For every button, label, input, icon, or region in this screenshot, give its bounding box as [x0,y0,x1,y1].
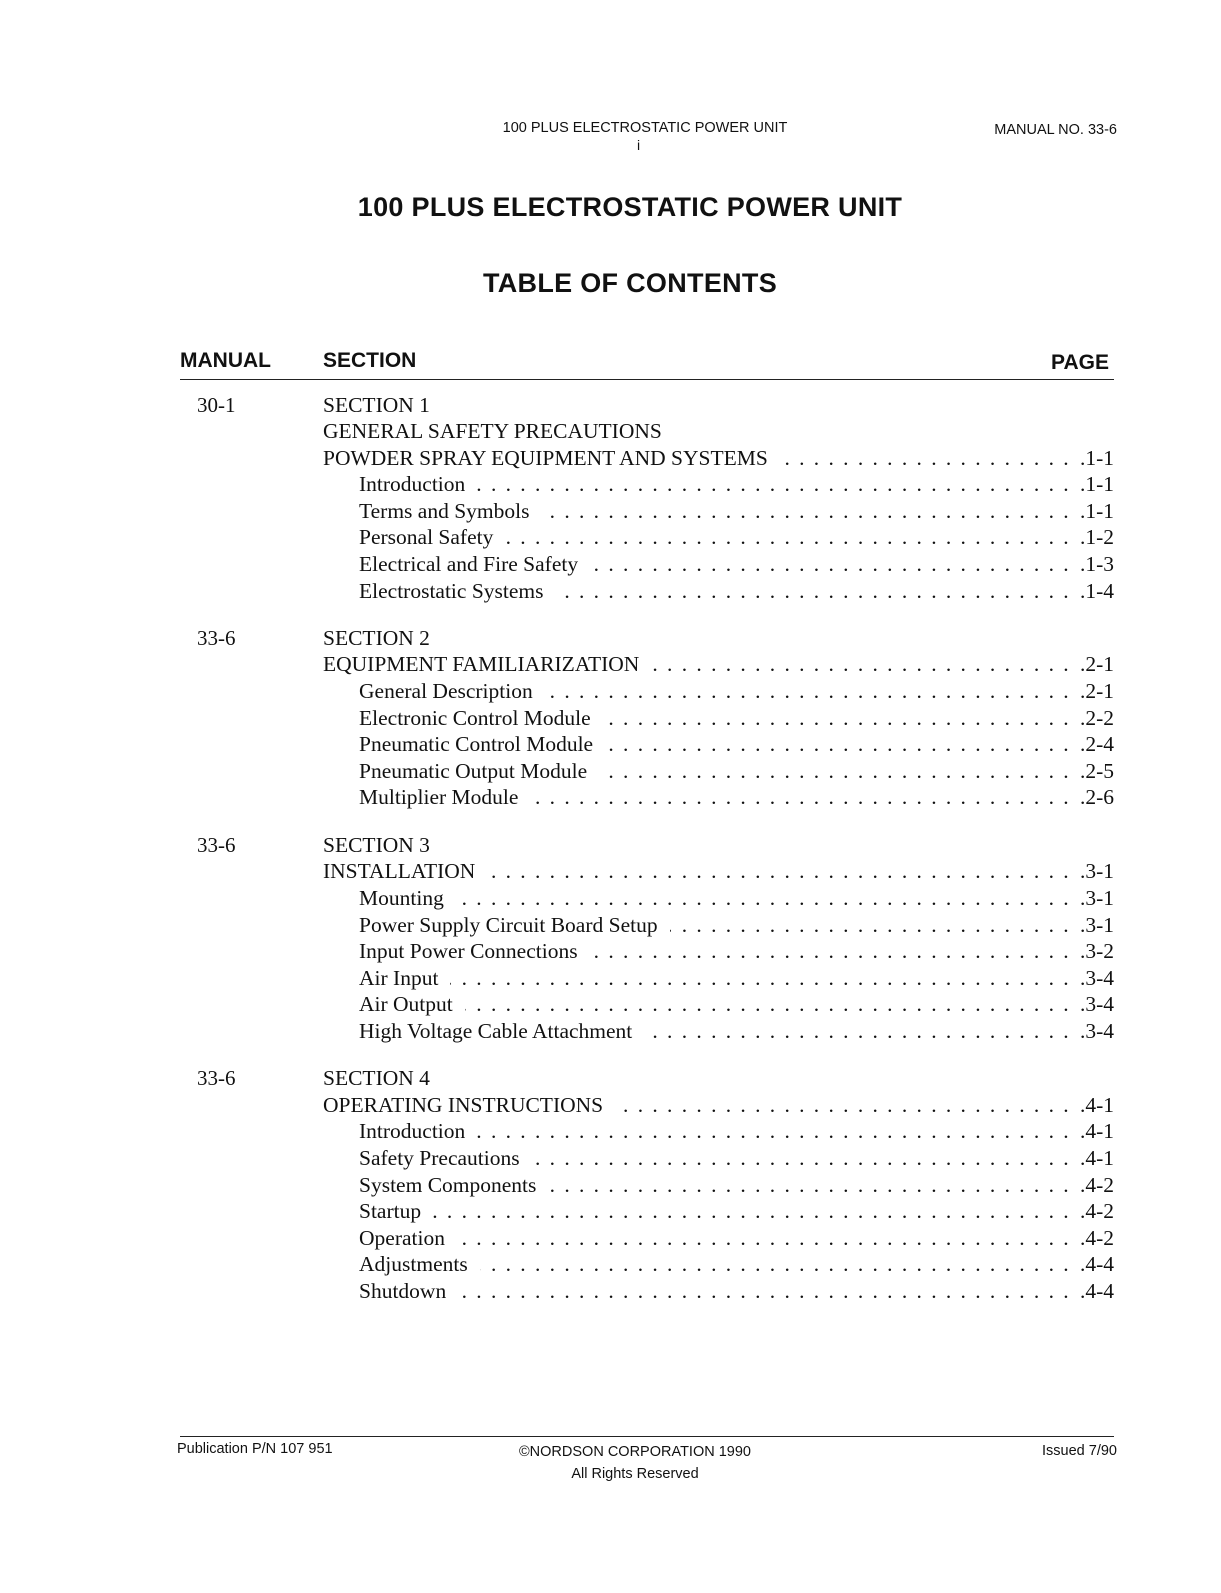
toc-entry[interactable] [323,471,1114,498]
dot-leader [487,858,1078,885]
toc-entry[interactable] [323,524,1114,551]
entry-page-number: .3-1 [1079,885,1114,910]
dot-leader [542,498,1078,525]
dot-leader [477,471,1078,498]
entry-label: Introduction [359,472,466,497]
footer-publication: Publication P/N 107 951 [177,1441,333,1457]
section-heading-line: SECTION 3 [323,833,430,858]
toc-entry[interactable] [323,731,1114,758]
footer-copyright: ©NORDSON CORPORATION 1990 [519,1444,751,1460]
table-of-contents [180,392,1114,1326]
toc-section-title-entry[interactable] [323,858,1114,885]
entry-page-number: .3-4 [1079,965,1114,990]
section-body [323,392,1114,604]
toc-entry[interactable] [323,1018,1114,1045]
toc-entry[interactable] [323,1198,1114,1225]
footer-rights: All Rights Reserved [571,1466,699,1482]
entry-page-number: .1-1 [1079,472,1114,497]
entry-page-number: .4-4 [1079,1278,1114,1303]
toc-entry[interactable] [323,1278,1114,1305]
footer-issued: Issued 7/90 [1042,1443,1117,1459]
entry-label: General Description [359,679,533,704]
manual-number: 33-6 [197,626,236,651]
manual-number: 30-1 [197,393,236,417]
entry-page-number: .1-2 [1079,525,1114,550]
toc-entry[interactable] [323,758,1114,785]
entry-label: Electrostatic Systems [359,578,544,603]
dot-leader [615,1092,1078,1119]
entry-page-number: .2-2 [1079,705,1114,730]
entry-page-number: .1-4 [1079,578,1114,603]
dot-leader [480,1251,1078,1278]
entry-label: Input Power Connections [359,939,578,964]
entry-label: Power Supply Circuit Board Setup [359,912,658,937]
entry-page-number: .2-5 [1079,758,1114,783]
section-body [323,832,1114,1044]
manual-number: 33-6 [197,1066,236,1091]
toc-section-group [180,625,1114,811]
page-number: i [637,137,641,153]
manual-number: 33-6 [197,833,236,858]
toc-entry[interactable] [323,1145,1114,1172]
entry-label: Air Input [359,965,439,990]
header-divider [180,379,1114,380]
dot-leader [548,1172,1078,1199]
toc-entry[interactable] [323,498,1114,525]
section-heading-line: SECTION 2 [323,626,430,651]
entry-label: Terms and Symbols [359,498,530,523]
dot-leader [605,731,1078,758]
entry-label: Introduction [359,1119,466,1144]
entry-page-number: .4-2 [1079,1172,1114,1197]
toc-entry[interactable] [323,551,1114,578]
toc-section-title-entry[interactable] [323,445,1114,472]
entry-page-number: .3-1 [1079,912,1114,937]
toc-entry[interactable] [323,578,1114,605]
toc-entry[interactable] [323,784,1114,811]
section-body [323,1065,1114,1304]
entry-page-number: .4-1 [1079,1092,1114,1117]
section-body [323,625,1114,811]
section-heading-line: GENERAL SAFETY PRECAUTIONS [323,419,662,444]
entry-label: Shutdown [359,1278,447,1303]
entry-page-number: .1-1 [1079,498,1114,523]
toc-entry[interactable] [323,678,1114,705]
entry-label: High Voltage Cable Attachment [359,1018,633,1043]
dot-leader [780,445,1078,472]
toc-section-title-entry[interactable] [323,651,1114,678]
toc-section-group [180,832,1114,1044]
dot-leader [433,1198,1078,1225]
dot-leader [590,938,1078,965]
entry-label: Air Output [359,992,453,1017]
entry-label: Adjustments [359,1252,468,1277]
dot-leader [505,524,1078,551]
entry-page-number: .2-1 [1079,652,1114,677]
toc-entry[interactable] [323,885,1114,912]
entry-label: Startup [359,1199,422,1224]
running-header-title: 100 PLUS ELECTROSTATIC POWER UNIT [502,120,788,136]
document-title: 100 PLUS ELECTROSTATIC POWER UNIT [357,192,903,222]
entry-label: Electrical and Fire Safety [359,551,579,576]
entry-page-number: .4-1 [1079,1119,1114,1144]
toc-entry[interactable] [323,938,1114,965]
entry-page-number: .1-1 [1079,445,1114,470]
entry-label: Pneumatic Output Module [359,758,588,783]
entry-label: POWDER SPRAY EQUIPMENT AND SYSTEMS [323,445,768,470]
entry-page-number: .4-2 [1079,1225,1114,1250]
dot-leader [530,784,1078,811]
dot-leader [603,705,1078,732]
dot-leader [545,678,1078,705]
toc-heading: TABLE OF CONTENTS [482,268,778,298]
dot-leader [599,758,1078,785]
toc-entry[interactable] [323,1172,1114,1199]
entry-label: System Components [359,1172,537,1197]
dot-leader [458,1278,1078,1305]
dot-leader [465,991,1078,1018]
entry-page-number: .4-2 [1079,1199,1114,1224]
toc-entry[interactable] [323,1118,1114,1145]
column-header-page: PAGE [1051,351,1109,374]
entry-page-number: .3-4 [1079,992,1114,1017]
column-header-manual: MANUAL [180,349,271,372]
dot-leader [457,1225,1078,1252]
entry-page-number: .2-4 [1079,732,1114,757]
column-header-section: SECTION [323,349,417,372]
dot-leader [477,1118,1078,1145]
entry-page-number: .4-1 [1079,1145,1114,1170]
entry-label: Multiplier Module [359,785,519,810]
dot-leader [556,578,1078,605]
entry-page-number: .3-2 [1079,939,1114,964]
dot-leader [644,1018,1078,1045]
entry-label: Mounting [359,885,444,910]
entry-label: Safety Precautions [359,1145,520,1170]
section-heading-line: SECTION 4 [323,1066,430,1091]
toc-entry[interactable] [323,1225,1114,1252]
entry-label: Pneumatic Control Module [359,732,594,757]
toc-section-group [180,1065,1114,1304]
running-header-manual-no: MANUAL NO. 33-6 [994,122,1117,138]
entry-label: OPERATING INSTRUCTIONS [323,1092,604,1117]
dot-leader [590,551,1078,578]
toc-entry[interactable] [323,1251,1114,1278]
dot-leader [651,651,1078,678]
dot-leader [450,965,1078,992]
section-heading-line: SECTION 1 [323,393,430,417]
dot-leader [456,885,1078,912]
entry-page-number: .3-1 [1079,859,1114,884]
entry-page-number: .2-1 [1079,679,1114,704]
entry-label: Personal Safety [359,525,494,550]
entry-label: Operation [359,1225,445,1250]
entry-page-number: .1-3 [1079,551,1114,576]
entry-label: INSTALLATION [323,859,476,884]
toc-entry[interactable] [323,705,1114,732]
entry-page-number: .2-6 [1079,785,1114,810]
toc-entry[interactable] [323,991,1114,1018]
entry-label: EQUIPMENT FAMILIARIZATION [323,652,640,677]
entry-page-number: .4-4 [1079,1252,1114,1277]
footer-copyright-block [480,1441,790,1485]
dot-leader [532,1145,1078,1172]
dot-leader [670,912,1078,939]
entry-label: Electronic Control Module [359,705,591,730]
footer-divider [180,1436,1114,1437]
toc-section-group [180,392,1114,604]
toc-section-title-entry[interactable] [323,1092,1114,1119]
toc-entry[interactable] [323,965,1114,992]
entry-page-number: .3-4 [1079,1018,1114,1043]
toc-entry[interactable] [323,912,1114,939]
